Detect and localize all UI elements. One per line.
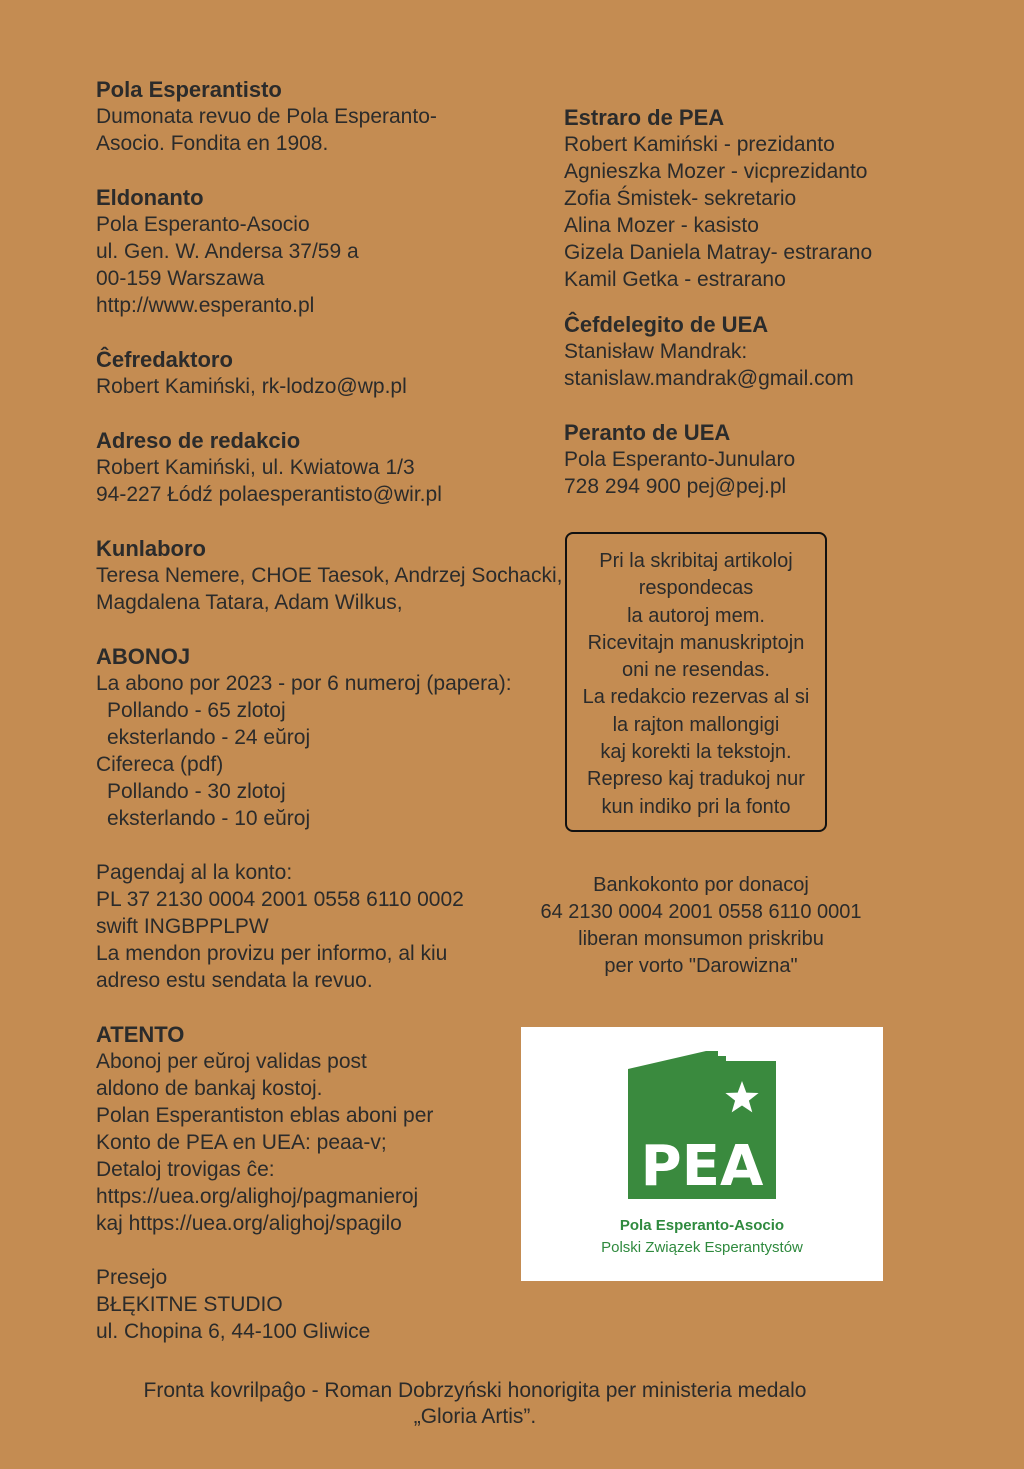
editor-section xyxy=(96,346,556,400)
publisher-website-link[interactable]: http://www.esperanto.pl xyxy=(96,294,315,317)
disclaimer-line: Represo kaj tradukoj nur xyxy=(587,768,805,791)
attention-link[interactable]: https://uea.org/alighoj/pagmanieroj xyxy=(96,1185,419,1208)
payment-line: La mendon provizu per informo, al kiu xyxy=(96,942,448,965)
delegate-email-link[interactable]: stanislaw.mandrak@gmail.com xyxy=(564,367,854,390)
editor-line: Robert Kamiński, rk-lodzo@wp.pl xyxy=(96,375,407,398)
disclaimer-line: La redakcio rezervas al si xyxy=(582,686,810,709)
address-title: Adreso de redakcio xyxy=(96,428,301,453)
board-line: Gizela Daniela Matray- estrarano xyxy=(564,241,873,264)
delegate-section xyxy=(564,311,1004,392)
left-column xyxy=(96,76,563,1372)
attention-line: aldono de bankaj kostoj. xyxy=(96,1077,323,1100)
publisher-section xyxy=(96,184,556,319)
printer-section xyxy=(96,1264,556,1345)
logo-org-name: Pola Esperanto-Asocio xyxy=(619,1217,785,1234)
disclaimer-line: respondecas xyxy=(638,577,754,600)
board-title: Estraro de PEA xyxy=(564,105,725,130)
address-section xyxy=(96,427,556,508)
board-line: Robert Kamiński - prezidanto xyxy=(564,133,835,156)
address-line: Robert Kamiński, ul. Kwiatowa 1/3 xyxy=(96,456,415,479)
peranto-line: Pola Esperanto-Junularo xyxy=(564,448,796,471)
cover-credit xyxy=(0,1378,950,1430)
delegate-title: Ĉefdelegito de UEA xyxy=(564,312,769,337)
board-line: Agnieszka Mozer - vicprezidanto xyxy=(564,160,868,183)
subscriptions-line: Cifereca (pdf) xyxy=(96,753,224,776)
peranto-section xyxy=(564,419,1004,500)
subscriptions-section xyxy=(96,643,556,832)
peranto-title: Peranto de UEA xyxy=(564,420,731,445)
delegate-line: Stanisław Mandrak: xyxy=(564,340,748,363)
cover-credit-line: Fronta kovrilpaĝo - Roman Dobrzyński honorigita per ministeria medalo xyxy=(143,1379,807,1402)
disclaimer-line: kun indiko pri la fonto xyxy=(601,795,791,818)
logo-mark-text: PEA xyxy=(640,1134,764,1199)
publisher-line: Pola Esperanto-Asocio xyxy=(96,213,310,236)
payment-line: PL 37 2130 0004 2001 0558 6110 0002 xyxy=(96,888,464,911)
magazine-line: Asocio. Fondita en 1908. xyxy=(96,132,329,155)
subscriptions-line: La abono por 2023 - por 6 numeroj (papera): xyxy=(96,672,512,695)
contributors-line: Magdalena Tatara, Adam Wilkus, xyxy=(96,591,403,614)
donation-bank-block xyxy=(520,872,882,980)
attention-line: Konto de PEA en UEA: peaa-v; xyxy=(96,1131,387,1154)
subscriptions-line: eksterlando - 24 eŭroj xyxy=(107,726,311,749)
peranto-line: 728 294 900 pej@pej.pl xyxy=(564,475,787,498)
contributors-title: Kunlaboro xyxy=(96,536,206,561)
publisher-line: ul. Gen. W. Andersa 37/59 a xyxy=(96,240,359,263)
magazine-title: Pola Esperantisto xyxy=(96,77,282,102)
cover-credit-line: „Gloria Artis”. xyxy=(413,1405,537,1428)
board-line: Zofia Śmistek- sekretario xyxy=(564,187,797,210)
right-column xyxy=(564,104,1004,527)
disclaimer-line: Pri la skribitaj artikoloj xyxy=(599,550,793,572)
pea-logo-icon xyxy=(628,1051,776,1199)
printer-line: Presejo xyxy=(96,1266,168,1289)
bank-line: per vorto "Darowizna" xyxy=(604,955,798,977)
attention-link[interactable]: kaj https://uea.org/alighoj/spagilo xyxy=(96,1212,402,1235)
publisher-line: 00-159 Warszawa xyxy=(96,267,265,290)
attention-title: ATENTO xyxy=(96,1022,185,1047)
magazine-section xyxy=(96,76,556,157)
bank-line: Bankokonto por donacoj xyxy=(593,874,809,896)
disclaimer-line: oni ne resendas. xyxy=(622,659,770,682)
attention-line: Abonoj per eŭroj validas post xyxy=(96,1050,367,1073)
subscriptions-title: ABONOJ xyxy=(96,644,191,669)
publisher-title: Eldonanto xyxy=(96,185,204,210)
payment-section xyxy=(96,859,556,994)
subscriptions-line: Pollando - 65 zlotoj xyxy=(107,699,286,722)
attention-section xyxy=(96,1021,556,1237)
board-line: Alina Mozer - kasisto xyxy=(564,214,759,237)
attention-line: Polan Esperantiston eblas aboni per xyxy=(96,1104,434,1127)
editor-title: Ĉefredaktoro xyxy=(96,347,233,372)
disclaimer-line: kaj korekti la tekstojn. xyxy=(600,741,792,764)
printer-line: ul. Chopina 6, 44-100 Gliwice xyxy=(96,1320,371,1343)
payment-line: swift INGBPPLPW xyxy=(96,915,269,938)
bank-line: liberan monsumon priskribu xyxy=(578,928,824,950)
address-line: 94-227 Łódź polaesperantisto@wir.pl xyxy=(96,483,442,506)
disclaimer-line: Ricevitajn manuskriptojn xyxy=(587,631,805,654)
magazine-line: Dumonata revuo de Pola Esperanto- xyxy=(96,105,437,128)
bank-line: 64 2130 0004 2001 0558 6110 0001 xyxy=(540,901,862,923)
contributors-line: Teresa Nemere, CHOE Taesok, Andrzej Sochacki, xyxy=(96,564,563,587)
attention-line: Detaloj trovigas ĉe: xyxy=(96,1158,275,1181)
logo-org-subname: Polski Związek Esperantystów xyxy=(601,1239,803,1256)
payment-line: Pagendaj al la konto: xyxy=(96,861,293,884)
disclaimer-line: la rajton mallongigi xyxy=(612,713,780,736)
pea-logo-panel xyxy=(521,1027,883,1281)
subscriptions-line: Pollando - 30 zlotoj xyxy=(107,780,286,803)
disclaimer-box xyxy=(565,532,827,832)
disclaimer-line: la autoroj mem. xyxy=(627,604,765,627)
board-section xyxy=(564,104,1004,293)
printer-line: BŁĘKITNE STUDIO xyxy=(96,1293,283,1316)
payment-line: adreso estu sendata la revuo. xyxy=(96,969,373,992)
contributors-section xyxy=(96,535,563,616)
subscriptions-line: eksterlando - 10 eŭroj xyxy=(107,807,311,830)
board-line: Kamil Getka - estrarano xyxy=(564,268,786,291)
